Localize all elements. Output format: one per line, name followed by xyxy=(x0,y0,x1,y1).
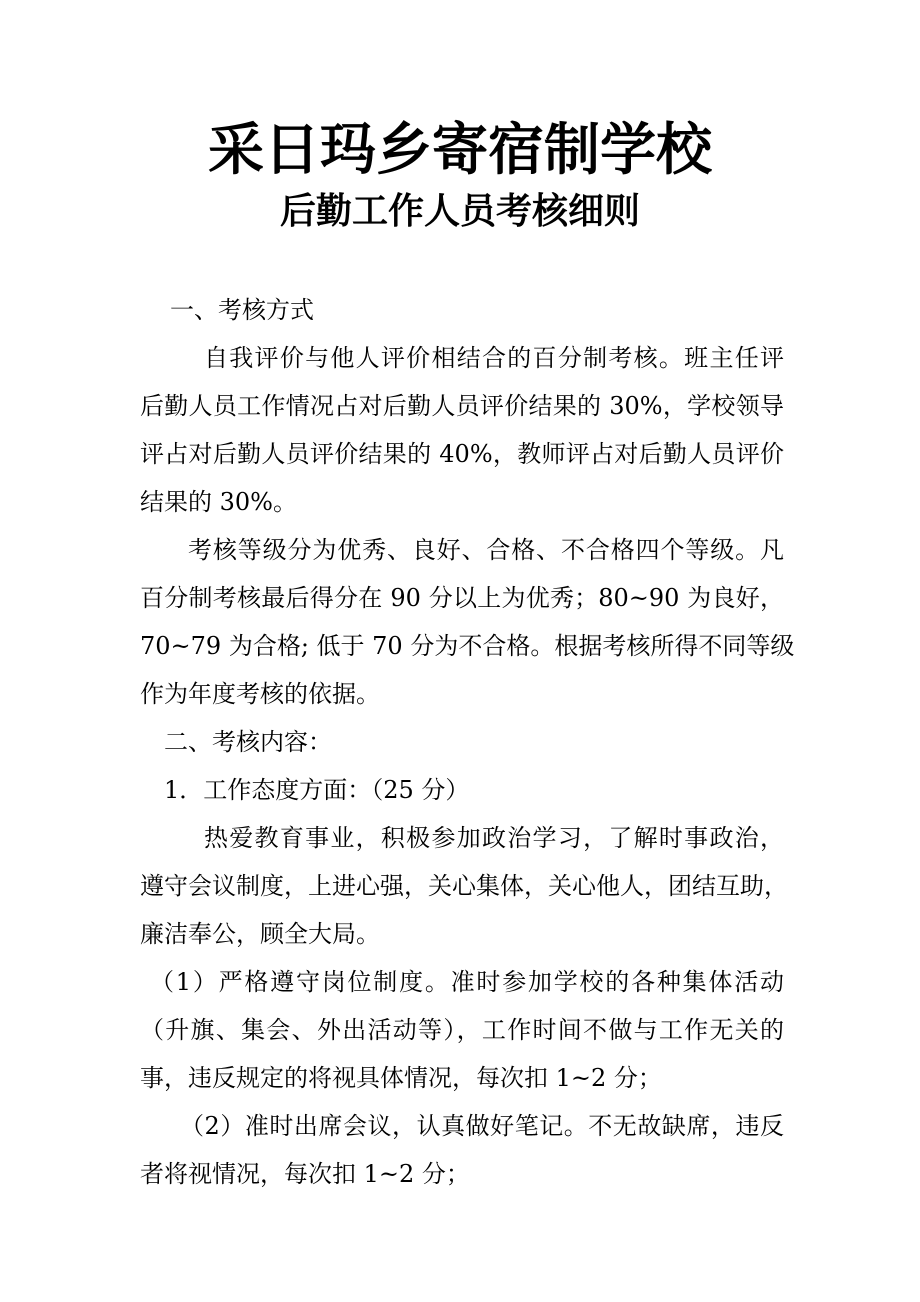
paragraph-line: 遵守会议制度，上进心强，关心集体，关心他人，团结互助， xyxy=(140,872,788,900)
paragraph-line: 70~79 为合格; 低于 70 分为不合格。根据考核所得不同等级 xyxy=(140,632,795,660)
paragraph-line: 廉洁奉公，顾全大局。 xyxy=(140,920,380,948)
document-subtitle: 后勤工作人员考核细则 xyxy=(279,191,640,232)
document-body xyxy=(140,286,795,1198)
paragraph-line: 自我评价与他人评价相结合的百分制考核。班主任评 xyxy=(204,344,784,372)
paragraph-line: 结果的 30%。 xyxy=(140,488,297,516)
section-heading-content: 二、考核内容： xyxy=(164,728,332,756)
paragraph-line: 考核等级分为优秀、良好、合格、不合格四个等级。凡 xyxy=(188,536,784,564)
paragraph-line: 热爱教育事业，积极参加政治学习，了解时事政治， xyxy=(204,824,784,852)
list-item-line: 者将视情况，每次扣 1~2 分； xyxy=(140,1160,470,1188)
list-item-line: （2）准时出席会议，认真做好笔记。不无故缺席，违反 xyxy=(180,1112,784,1140)
paragraph-line: 百分制考核最后得分在 90 分以上为优秀；80~90 为良好， xyxy=(140,584,784,612)
subsection-heading-attitude: 1．工作态度方面：（25 分） xyxy=(164,776,470,804)
paragraph-line: 评占对后勤人员评价结果的 40%，教师评占对后勤人员评价 xyxy=(140,440,784,468)
list-item-line: （升旗、集会、外出活动等），工作时间不做与工作无关的 xyxy=(140,1016,784,1044)
document-title: 采日玛乡寄宿制学校 xyxy=(208,118,712,183)
list-item-line: 事，违反规定的将视具体情况，每次扣 1~2 分； xyxy=(140,1064,662,1092)
paragraph-line: 后勤人员工作情况占对后勤人员评价结果的 30%，学校领导 xyxy=(140,392,784,420)
list-item-line: （1）严格遵守岗位制度。准时参加学校的各种集体活动 xyxy=(150,968,784,996)
paragraph-line: 作为年度考核的依据。 xyxy=(140,680,380,708)
section-heading-method: 一、考核方式 xyxy=(170,296,314,324)
